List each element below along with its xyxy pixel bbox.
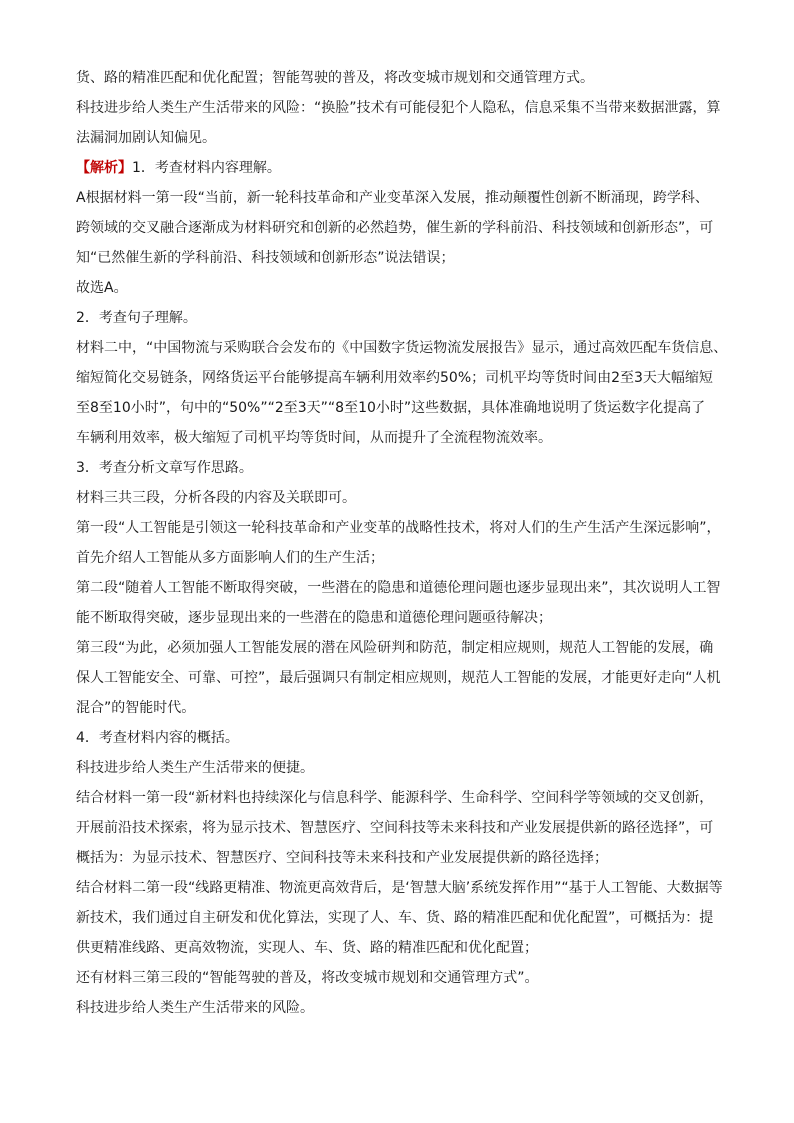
text-line: 供更精准线路、更高效物流，实现人、车、货、路的精准匹配和优化配置； [76,940,538,956]
text-line: 跨领域的交叉融合逐渐成为材料研究和创新的必然趋势，催生新的学科前沿、科技领域和创新形态”，可 [76,220,714,236]
text-line: 车辆利用效率，极大缩短了司机平均等货时间，从而提升了全流程物流效率。 [76,430,552,446]
text-line: 保人工智能安全、可靠、可控”，最后强调只有制定相应规则，规范人工智能的发展，才能更好走向“人机 [76,670,721,686]
text-line: 新技术，我们通过自主研发和优化算法，实现了人、车、货、路的精准匹配和优化配置”，可概括为：提 [76,910,714,926]
text-line: 第二段“随着人工智能不断取得突破，一些潜在的隐患和道德伦理问题也逐步显现出来”，其次说明人工智 [76,580,721,596]
text-line: 开展前沿技术探索，将为显示技术、智慧医疗、空间科技等未来科技和产业发展提供新的路径选择”，可 [76,820,714,836]
text-line: 科技进步给人类生产生活带来的风险。 [76,1000,314,1016]
text-line: 科技进步给人类生产生活带来的便捷。 [76,760,314,776]
analysis-label: 【解析】 [76,160,132,176]
text-line: 4．考查材料内容的概括。 [76,730,239,746]
text-line: 知“已然催生新的学科前沿、科技领域和创新形态”说法错误； [76,250,455,266]
text-line: 第一段“人工智能是引领这一轮科技革命和产业变革的战略性技术，将对人们的生产生活产生深远影响”， [76,520,721,536]
text-line: 材料二中，“中国物流与采购联合会发布的《中国数字货运物流发展报告》显示，通过高效匹配车货信息、 [76,340,728,356]
text-line: 故选A。 [76,280,128,296]
text-line: 结合材料一第一段“新材料也持续深化与信息科学、能源科学、生命科学、空间科学等领域的交叉创新， [76,790,714,806]
answer-analysis-text [76,63,726,1023]
text-line: 第三段“为此，必须加强人工智能发展的潜在风险研判和防范，制定相应规则，规范人工智能的发展，确 [76,640,714,656]
analysis-heading [76,153,726,183]
text-line: A根据材料一第一段“当前，新一轮科技革命和产业变革深入发展，推动颠覆性创新不断涌现，跨学科、 [76,190,709,206]
text-line: 能不断取得突破，逐步显现出来的一些潜在的隐患和道德伦理问题亟待解决； [76,610,552,626]
text-line: 科技进步给人类生产生活带来的风险：“换脸”技术有可能侵犯个人隐私，信息采集不当带来数据泄露，算 [76,100,721,116]
text-line: 混合”的智能时代。 [76,700,196,716]
text-line: 概括为：为显示技术、智慧医疗、空间科技等未来科技和产业发展提供新的路径选择； [76,850,608,866]
text-line: 缩短简化交易链条，网络货运平台能够提高车辆利用效率约50%；司机平均等货时间由2至3天大幅缩短 [76,370,713,386]
text-line: 首先介绍人工智能从多方面影响人们的生产生活； [76,550,384,566]
text-line: 还有材料三第三段的“智能驾驶的普及，将改变城市规划和交通管理方式”。 [76,970,539,986]
text-line: 2．考查句子理解。 [76,310,197,326]
text-line: 材料三共三段，分析各段的内容及关联即可。 [76,490,356,506]
text-line: 货、路的精准匹配和优化配置；智能驾驶的普及，将改变城市规划和交通管理方式。 [76,70,594,86]
text-line: 结合材料二第一段“线路更精准、物流更高效背后，是‘智慧大脑’系统发挥作用”“基于人工智能、大数据等 [76,880,723,896]
text-line: 法漏洞加剧认知偏见。 [76,130,216,146]
text-line: 至8至10小时”，句中的“50%”“2至3天”“8至10小时”这些数据，具体准确地说明了货运数字化提高了 [76,400,706,416]
text-line: 3．考查分析文章写作思路。 [76,460,253,476]
analysis-heading-text: 1．考查材料内容理解。 [132,160,281,176]
